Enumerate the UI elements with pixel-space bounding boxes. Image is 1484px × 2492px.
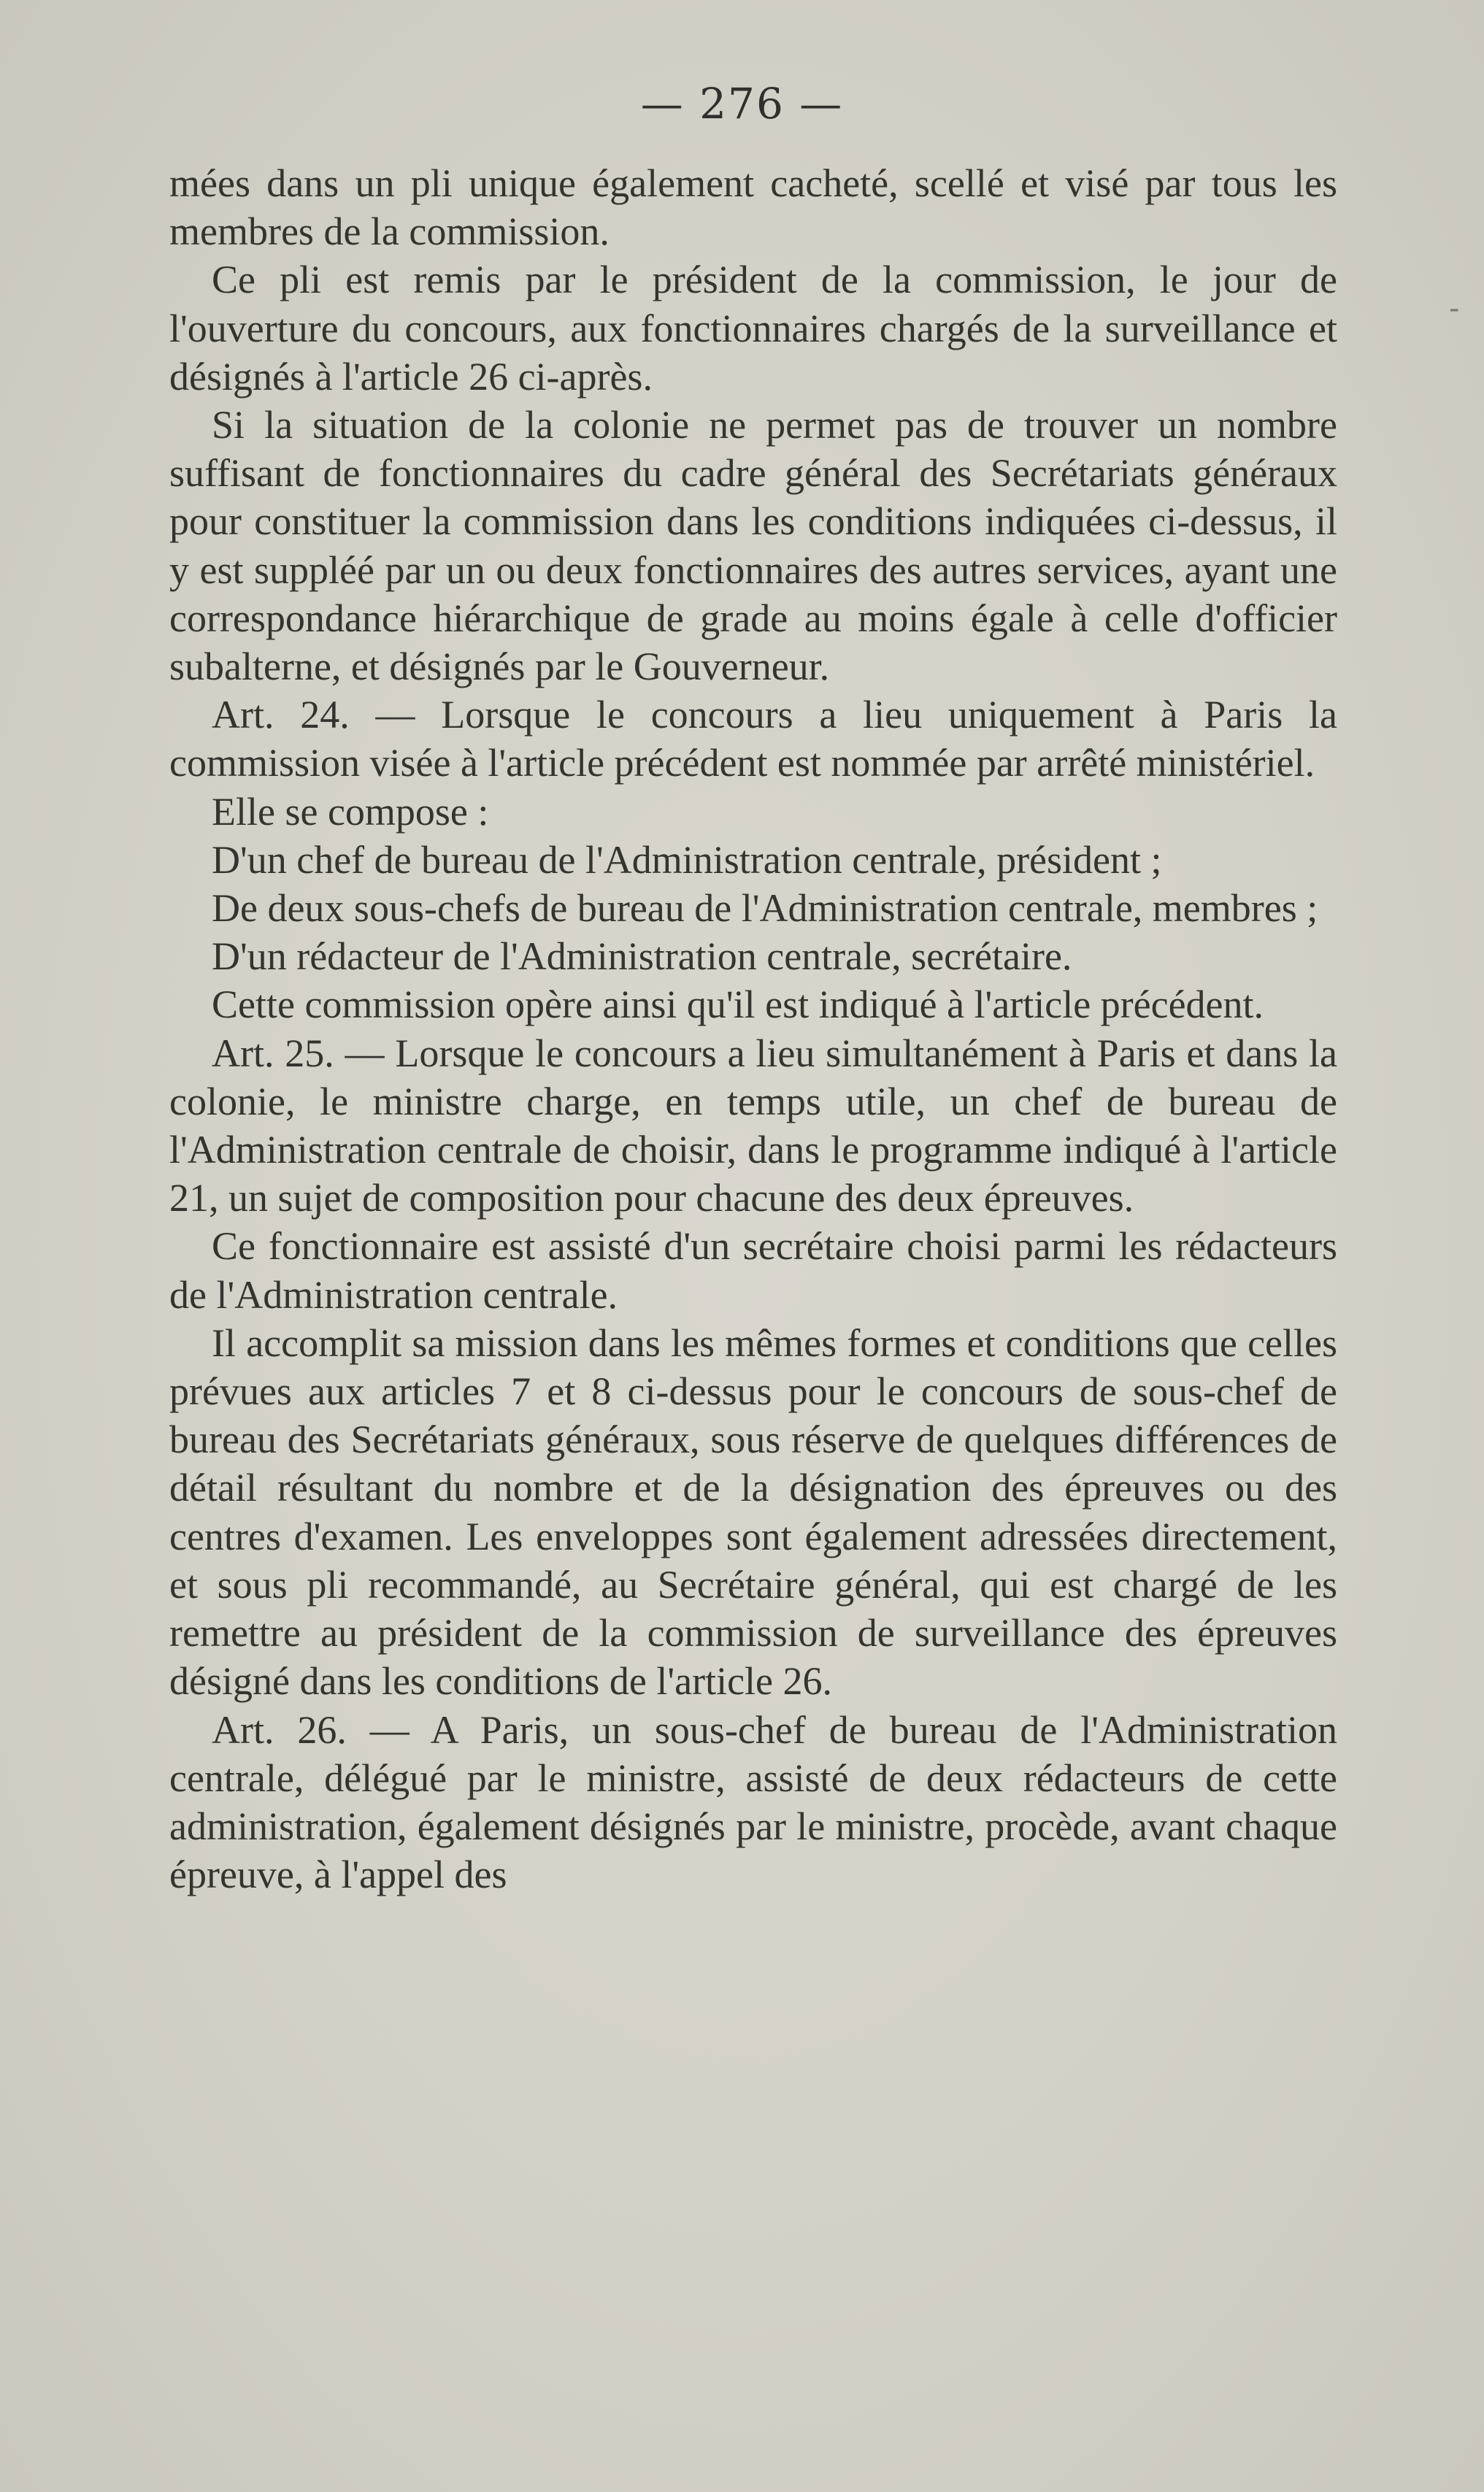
margin-mark: - xyxy=(1449,292,1460,326)
paragraph: Ce pli est remis par le président de la commission, le jour de l'ouverture du concours, aux fonctionnaires chargés de la surveillance et désignés à l'article 26 ci-après. xyxy=(169,258,1337,399)
paragraph: Si la situation de la colonie ne permet pas de trouver un nombre suffisant de fonctionnaires du cadre général des Secrétariats généraux pour constituer la commission dans les conditions indiquées ci-dessus, il y est suppléé par un ou deux fonctionnaires des autres services, ayant une correspondance hiérarchique de grade au moins égale à celle d'officier subalterne, et désignés par le Gouverneur. xyxy=(169,403,1337,689)
article-25-paragraph: Art. 25. — Lorsque le concours a lieu simultanément à Paris et dans la colonie, le ministre charge, en temps utile, un chef de bureau de l'Administration centrale de choisir, dans le programme indiqué à l'article 21, un sujet de composition pour chacune des deux épreuves. xyxy=(169,1031,1337,1220)
paragraph: Cette commission opère ainsi qu'il est indiqué à l'article précédent. xyxy=(212,982,1264,1027)
paragraph: D'un chef de bureau de l'Administration centrale, président ; xyxy=(212,837,1162,882)
paragraph: Elle se compose : xyxy=(212,789,489,834)
paragraph: Il accomplit sa mission dans les mêmes formes et conditions que celles prévues aux articles 7 et 8 ci-dessus pour le concours de sous-chef de bureau des Secrétariats généraux, sous réserve de quelques différences de détail résultant du nombre et de la désignation des épreuves ou des centres d'examen. Les enveloppes sont également adressées directement, et sous pli recommandé, au Secrétaire général, qui est chargé de les remettre au président de la commission de surveillance des épreuves désigné dans les conditions de l'article 26. xyxy=(169,1320,1337,1704)
paragraph: D'un rédacteur de l'Administration centrale, secrétaire. xyxy=(212,934,1072,979)
paragraph: Ce fonctionnaire est assisté d'un secrétaire choisi parmi les rédacteurs de l'Administration centrale. xyxy=(169,1224,1337,1317)
paragraph: De deux sous-chefs de bureau de l'Administration centrale, membres ; xyxy=(212,886,1318,931)
body-text xyxy=(169,159,1337,1899)
paragraph: mées dans un pli unique également cacheté, scellé et visé par tous les membres de la commission. xyxy=(169,161,1337,254)
article-24-paragraph: Art. 24. — Lorsque le concours a lieu uniquement à Paris la commission visée à l'article précédent est nommée par arrêté ministériel. xyxy=(169,693,1337,785)
page-number: — 276 — xyxy=(640,79,844,128)
article-26-paragraph: Art. 26. — A Paris, un sous-chef de bureau de l'Administration centrale, délégué par le ministre, assisté de deux rédacteurs de cette administration, également désignés par le ministre, procède, avant chaque épreuve, à l'appel des xyxy=(169,1707,1337,1897)
